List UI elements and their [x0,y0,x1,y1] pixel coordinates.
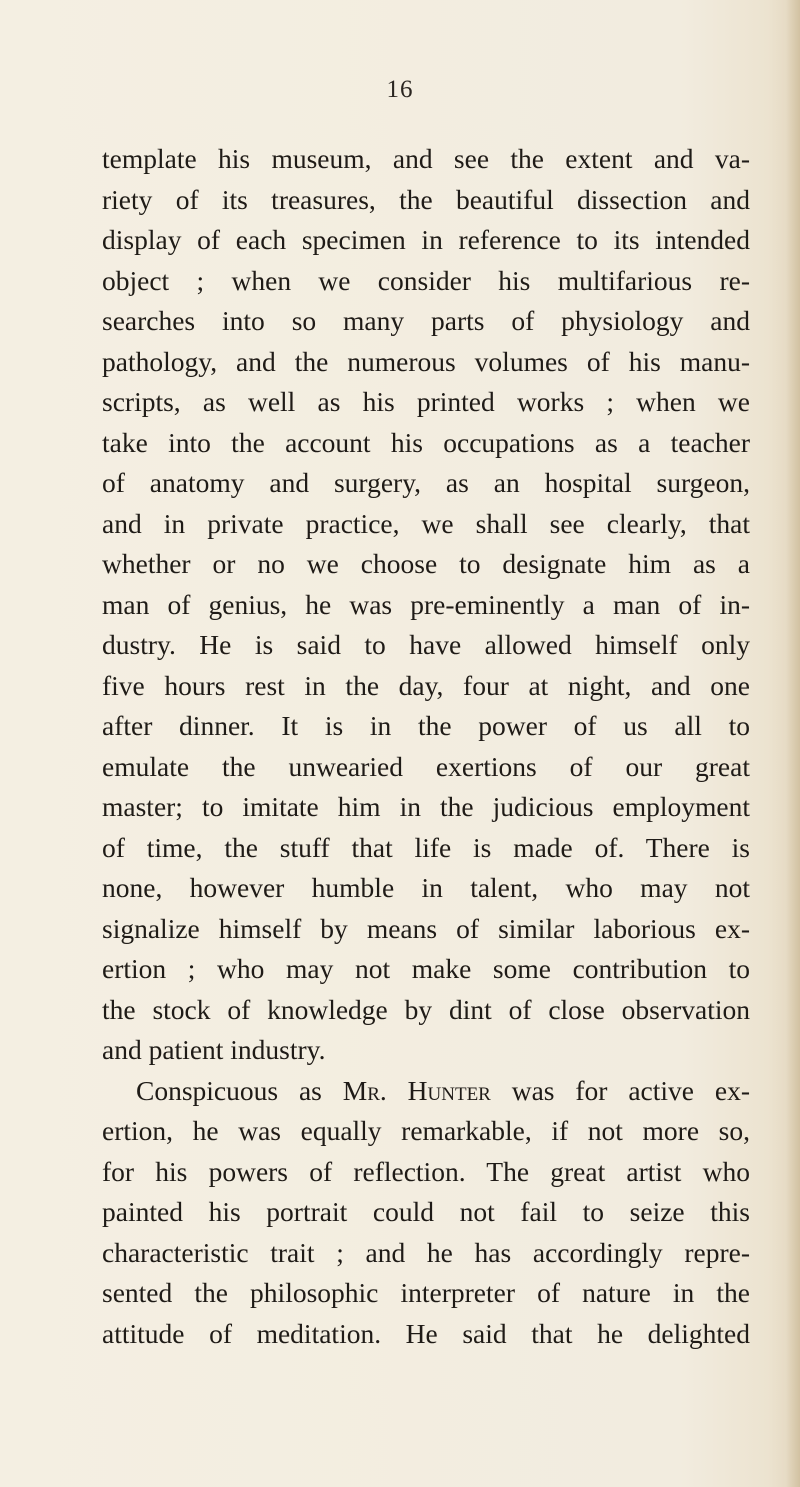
text-line: ertion ; who may not make some contribution to [102,953,750,984]
text-line: dustry. He is said to have allowed himself only [102,629,750,660]
page-number: 16 [386,76,414,103]
text-line: of time, the stuff that life is made of. There is [102,831,750,863]
paragraph-start-line [102,1071,750,1112]
text-line: painted his portrait could not fail to seize this [102,1196,750,1227]
text-line: characteristic trait ; and he has accordingly repre- [102,1236,750,1268]
text-line: sented the philosophic interpreter of nature in the [102,1277,750,1308]
text-line: signalize himself by means of similar laborious ex- [102,912,750,944]
body-text [102,139,750,1354]
text-line: attitude of meditation. He said that he delighted [102,1317,750,1349]
name-small-caps: Mr. Hunter [342,1074,491,1106]
text-line: take into the account his occupations as a teacher [102,426,750,458]
text-line: scripts, as well as his printed works ; when we [102,386,750,417]
text-line: searches into so many parts of physiology and [102,305,750,336]
text-line: ertion, he was equally remarkable, if not more so, [102,1115,750,1146]
text-line: none, however humble in talent, who may not [102,872,750,903]
text-line: object ; when we consider his multifarious re- [102,264,750,296]
text-line: for his powers of reflection. The great artist who [102,1155,750,1187]
text-run: was for active ex- [490,1074,750,1106]
text-run: Conspicuous as [136,1074,343,1106]
text-line: master; to imitate him in the judicious employment [102,791,750,822]
text-line: man of genius, he was pre-eminently a man of in- [102,588,750,620]
page-edge-shadow [786,0,800,1487]
text-line: emulate the unwearied exertions of our great [102,750,750,782]
text-line: display of each specimen in reference to its intended [102,224,750,255]
text-line: of anatomy and surgery, as an hospital surgeon, [102,467,750,498]
text-line: pathology, and the numerous volumes of his manu- [102,345,750,377]
text-line: the stock of knowledge by dint of close observation [102,993,750,1025]
text-line: and in private practice, we shall see clearly, that [102,507,750,539]
text-line: template his museum, and see the extent and va- [102,143,750,174]
text-line: riety of its treasures, the beautiful dissection and [102,183,750,215]
text-line: five hours rest in the day, four at night, and one [102,669,750,701]
text-line: after dinner. It is in the power of us all to [102,710,750,741]
text-line: whether or no we choose to designate him as a [102,548,750,579]
text-line: and patient industry. [102,1034,326,1065]
